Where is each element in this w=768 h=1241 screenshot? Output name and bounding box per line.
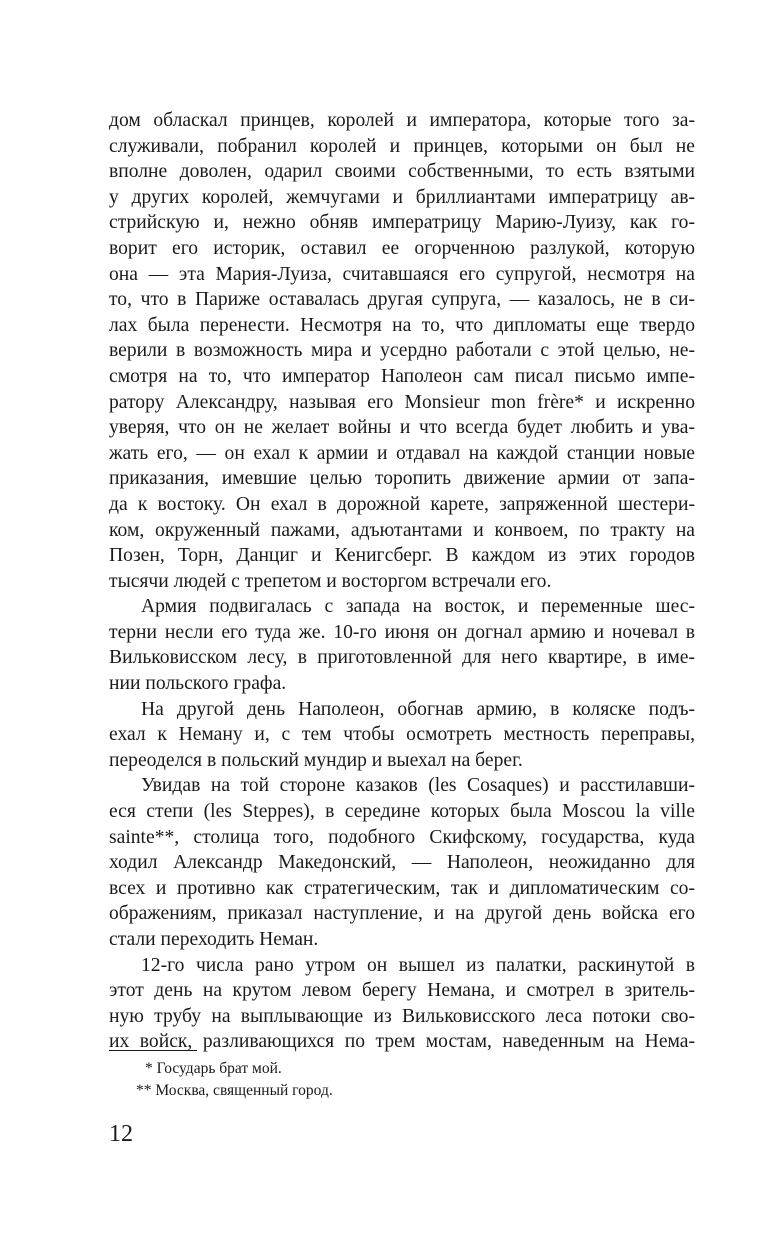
text-line: ком, окруженный пажами, адъютантами и конвоем, по тракту на xyxy=(109,519,695,541)
text-line: ратору Александру, называя его Monsieur mon frère* и искренно xyxy=(109,391,695,413)
paragraph xyxy=(109,697,695,774)
text-line: тысячи людей с трепетом и восторгом встречали его. xyxy=(109,570,552,592)
footnotes xyxy=(109,1058,695,1102)
text-line: ехал к Неману и, с тем чтобы осмотреть местность переправы, xyxy=(109,724,695,746)
text-line: Увидав на той стороне казаков (les Cosaques) и расстилавши- xyxy=(141,775,695,797)
text-line: верили в возможность мира и усердно работали с этой целью, не- xyxy=(109,340,695,362)
page-body xyxy=(109,108,695,1055)
text-line: их войск, разливающихся по трем мостам, наведенным на Нема- xyxy=(109,1031,695,1053)
text-line: стрийскую и, нежно обняв императрицу Марию-Луизу, как го- xyxy=(109,212,695,234)
text-line: переоделся в польский мундир и выехал на берег. xyxy=(109,749,523,771)
text-line: приказания, имевшие целью торопить движение армии от запа- xyxy=(109,468,695,490)
text-line: Армия подвигалась с запада на восток, и переменные шес- xyxy=(141,596,695,618)
text-line: этот день на крутом левом берегу Немана, и смотрел в зритель- xyxy=(109,980,695,1002)
text-line: дом обласкал принцев, королей и императора, которые того за- xyxy=(109,110,695,131)
text-line: всех и противно как стратегическим, так и дипломатическим со- xyxy=(109,877,695,899)
page-number: 12 xyxy=(109,1121,133,1147)
text-line: она — эта Мария-Луиза, считавшаяся его супругой, несмотря на xyxy=(109,263,695,285)
paragraph xyxy=(109,108,695,594)
text-line: ворит его историк, оставил ее огорченною разлукой, которую xyxy=(109,237,695,259)
paragraph xyxy=(109,594,695,696)
footnote: ** Москва, священный город. xyxy=(136,1082,333,1099)
text-line: у других королей, жемчугами и бриллиантами императрицу ав- xyxy=(109,186,695,208)
text-line: Вильковисском лесу, в приготовленной для него квартире, в име- xyxy=(109,647,695,669)
paragraph xyxy=(109,773,695,952)
paragraph xyxy=(109,953,695,1055)
text-line: уверяя, что он не желает войны и что всегда будет любить и ува- xyxy=(109,417,695,439)
text-line: нии польского графа. xyxy=(109,673,287,695)
text-line: терни несли его туда же. 10-го июня он догнал армию и ночевал в xyxy=(109,621,695,643)
text-line: то, что в Париже оставалась другая супруга, — казалось, не в си- xyxy=(109,289,695,311)
text-line: 12-го числа рано утром он вышел из палатки, раскинутой в xyxy=(141,954,695,976)
text-line: служивали, побранил королей и принцев, которыми он был не xyxy=(109,135,695,157)
text-line: лах была перенести. Несмотря на то, что дипломаты еще твердо xyxy=(109,314,695,336)
text-line: вполне доволен, одарил своими собственными, то есть взятыми xyxy=(109,161,695,183)
text-line: жать его, — он ехал к армии и отдавал на каждой станции новые xyxy=(109,442,695,464)
text-line: Позен, Торн, Данциг и Кенигсберг. В каждом из этих городов xyxy=(109,545,695,567)
text-line: sainte**, столица того, подобного Скифскому, государства, куда xyxy=(109,826,695,848)
text-line: смотря на то, что император Наполеон сам писал письмо импе- xyxy=(109,365,695,387)
text-line: На другой день Наполеон, обогнав армию, в коляске подъ- xyxy=(141,698,695,720)
text-line: еся степи (les Steppes), в середине которых была Moscou la ville xyxy=(109,801,695,823)
text-line: стали переходить Неман. xyxy=(109,929,319,950)
footnote: * Государь брат мой. xyxy=(145,1060,282,1077)
text-line: ображениям, приказал наступление, и на другой день войска его xyxy=(109,903,695,925)
text-line: ходил Александр Македонский, — Наполеон, неожиданно для xyxy=(109,852,695,874)
text-line: да к востоку. Он ехал в дорожной карете, запряженной шестери- xyxy=(109,493,695,515)
footnote-divider xyxy=(109,1050,197,1051)
text-line: ную трубу на выплывающие из Вильковисского леса потоки сво- xyxy=(109,1005,695,1027)
